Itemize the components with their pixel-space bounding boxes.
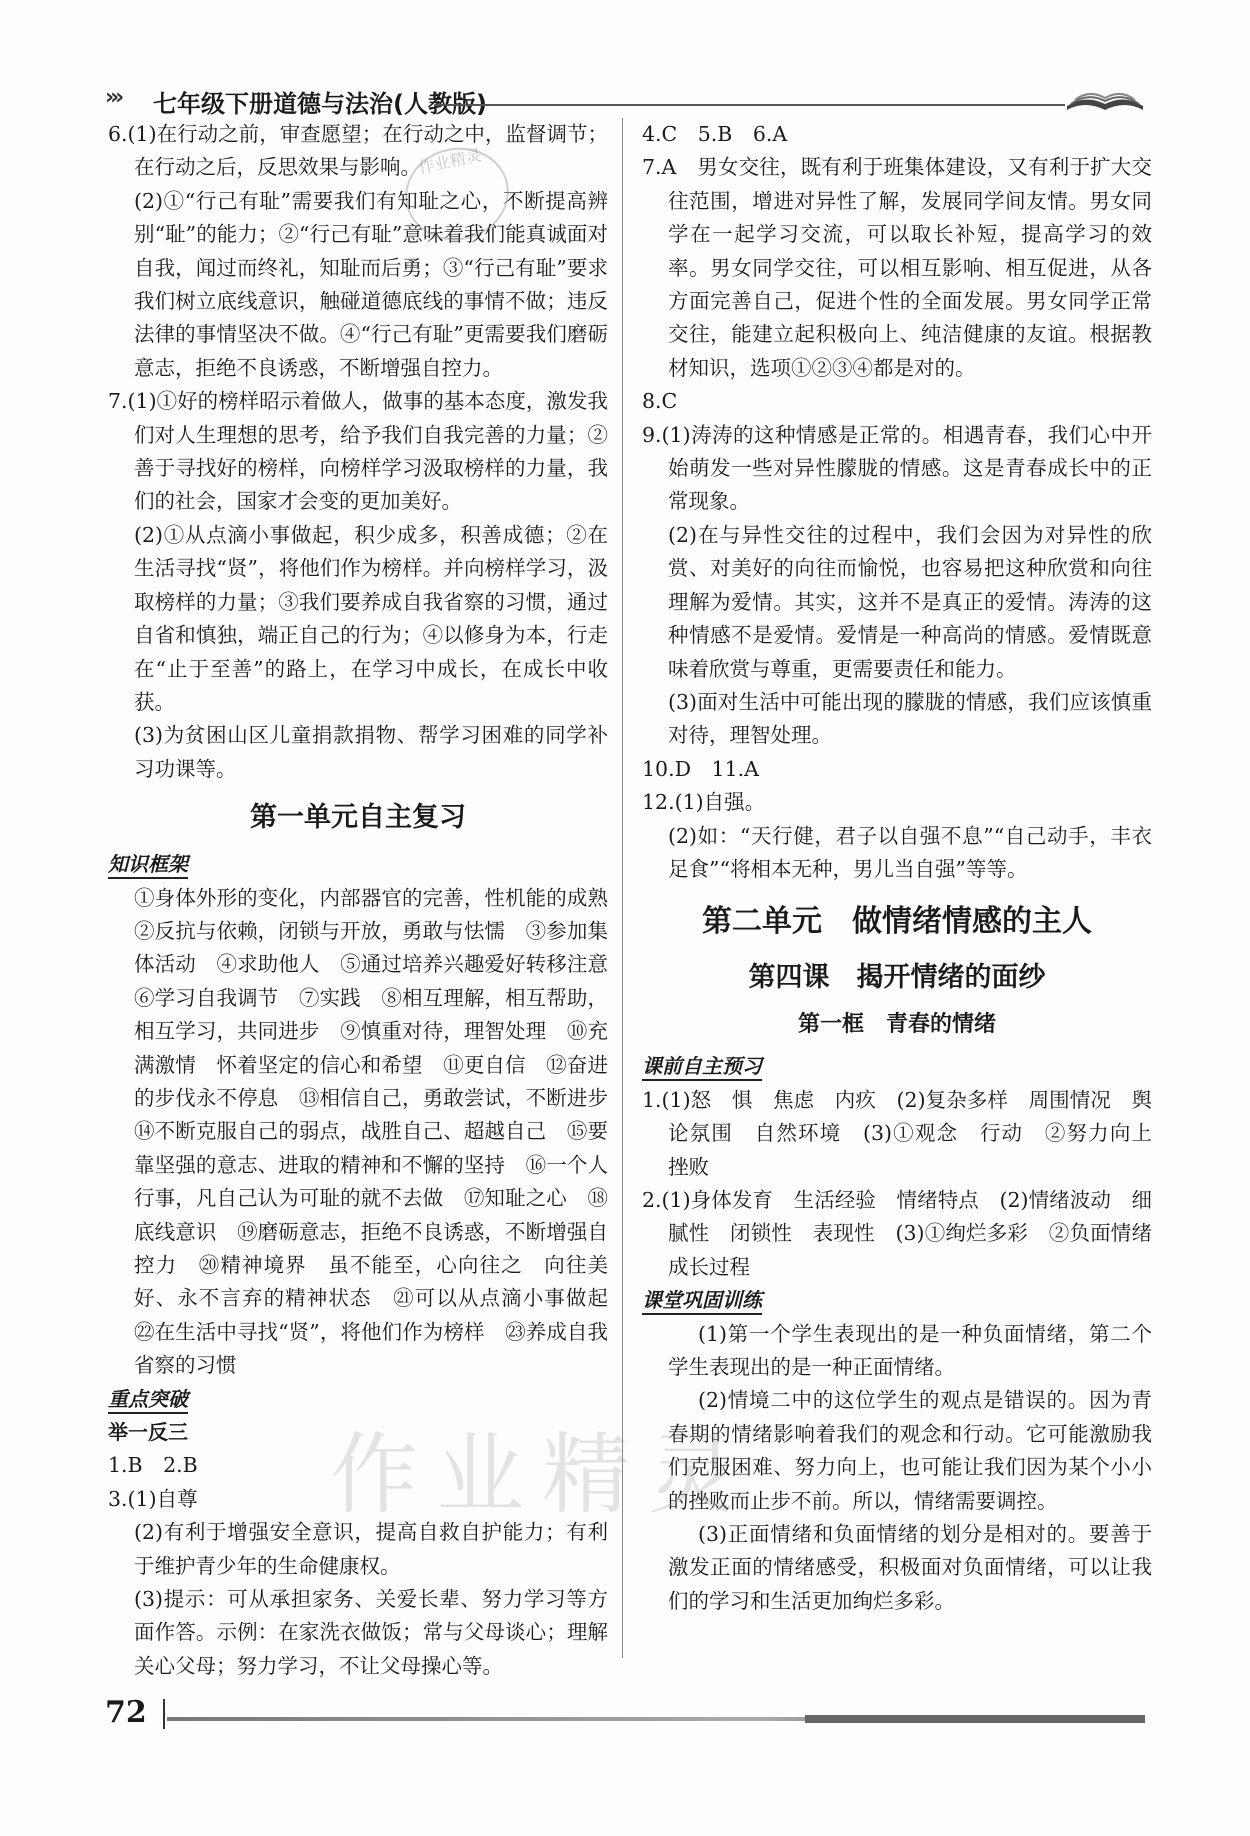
examples-label: 举一反三: [108, 1420, 188, 1445]
lesson-title: 第四课 揭开情绪的面纱: [748, 962, 1046, 994]
footer-tick: [163, 1699, 165, 1729]
practice-3: (3)正面情绪和负面情绪的划分是相对的。要善于激发正面的情绪感受，积极面对负面情绪，可以让我们的学习和生活更加绚烂多彩。: [668, 1522, 1152, 1613]
answer-7: 7.A 男女交往，既有利于班集体建设，又有利于扩大交往范围，增进对异性了解，发展同学间友情。男女同学在一起学习交流，可以取长补短，提高学习的效率。男女同学交往，可以相互影响、相互促进，从各方面完善自己，促进个性的全面发展。男女同学正常交往，能建立起积极向上、纯洁健康的友谊。根据教材知识，选项①②③④都是对的。: [642, 155, 1152, 380]
page-number: 72: [105, 1695, 147, 1730]
chevrons-icon: ›››: [105, 85, 121, 110]
unit-review-title: 第一单元自主复习: [250, 802, 466, 834]
open-book-icon: [1065, 80, 1145, 114]
answer-8: 8.C: [642, 389, 678, 414]
practice-1: (1)第一个学生表现出的是一种负面情绪，第二个学生表现出的是一种正面情绪。: [668, 1321, 1152, 1379]
answer-10-11: 10.D 11.A: [642, 756, 759, 781]
answer-9-3: (3)面对生活中可能出现的朦胧的情感，我们应该慎重对待，理智处理。: [668, 689, 1152, 748]
answer-3-1: 3.(1)自尊: [108, 1486, 198, 1511]
knowledge-framework-text: ①身体外形的变化，内部器官的完善，性机能的成熟 ②反抗与依赖，闭锁与开放，勇敢与怯懦 ③参加集体活动 ④求助他人 ⑤通过培养兴趣爱好转移注意 ⑥学习自我调节 ⑦实践 ⑧相互理解，相互帮助，相互学习，共同进步 ⑨慎重对待，理智处理 ⑩充满激情 怀着坚定的信心和希望 ⑪更自信 ⑫奋进的步伐永不停息 ⑬相信自己，勇敢尝试，不断进步 ⑭不断克服自己的弱点，战胜自己、超越自己 ⑮要靠坚强的意志、进取的精神和不懈的坚持 ⑯一个人行事，凡自己认为可耻的就不去做 ⑰知耻之心 ⑱底线意识 ⑲磨砺意志，拒绝不良诱惑，不断增强自控力 ⑳精神境界 虽不能至，心向往之 向往美好、永不言弃的精神状态 ㉑可以从点滴小事做起 ㉒在生活中寻找“贤”，将他们作为榜样 ㉓养成自我省察的习惯: [134, 885, 629, 1378]
answer-6-2: (2)①“行己有耻”需要我们有知耻之心，不断提高辨别“耻”的能力；②“行己有耻”意味着我们能真诚面对自我，闻过而终礼，知耻而后勇；③“行己有耻”要求我们树立底线意识，触碰道德底线的事情不做；违反法律的事情坚决不做。④“行己有耻”更需要我们磨砺意志，拒绝不良诱惑，不断增强自控力。: [134, 188, 608, 380]
knowledge-framework-label: 知识框架: [108, 851, 188, 879]
answer-7-1: 7.(1)①好的榜样昭示着做人，做事的基本态度，激发我们对人生理想的思考，给予我们自我完善的力量；②善于寻找好的榜样，向榜样学习汲取榜样的力量，我们的社会，国家才会变的更加美好。: [108, 389, 608, 514]
answer-3-2: (2)有利于增强安全意识，提高自救自护能力；有利于维护青少年的生命健康权。: [134, 1520, 608, 1578]
answer-4-6: 4.C 5.B 6.A: [642, 122, 788, 146]
preview-1: 1.(1)怒 惧 焦虑 内疚 (2)复杂多样 周围情况 舆论氛围 自然环境 (3)①观念 行动 ②努力向上 挫败: [642, 1087, 1173, 1179]
answer-1-2: 1.B 2.B: [108, 1453, 198, 1478]
header-rule: [435, 104, 1065, 106]
preview-2: 2.(1)身体发育 生活经验 情绪特点 (2)情绪波动 细腻性 闭锁性 表现性 (3)①绚烂多彩 ②负面情绪 成长过程: [642, 1187, 1173, 1279]
answer-9-1: 9.(1)涛涛的这种情感是正常的。相遇青春，我们心中开始萌发一些对异性朦胧的情感。这是青春成长中的正常现象。: [642, 422, 1152, 514]
frame-title: 第一框 青春的情绪: [797, 1012, 996, 1038]
preview-label: 课前自主预习: [642, 1053, 762, 1081]
answer-12-1: 12.(1)自强。: [642, 790, 766, 815]
answer-7-3: (3)为贫困山区儿童捐款捐物、帮学习困难的同学补习功课等。: [134, 723, 608, 781]
answer-3-3: (3)提示：可从承担家务、关爱长辈、努力学习等方面作答。示例：在家洗衣做饭；常与父母谈心；理解关心父母；努力学习，不让父母操心等。: [134, 1587, 608, 1678]
answer-7-2: (2)①从点滴小事做起，积少成多，积善成德；②在生活寻找“贤”，将他们作为榜样。并向榜样学习，汲取榜样的力量；③我们要养成自我省察的习惯，通过自省和慎独，端正自己的行为；④以修身为本，行走在“止于至善”的路上，在学习中成长，在成长中收获。: [134, 522, 608, 714]
watermark-text: 作业精灵: [330, 1423, 755, 1526]
practice-label: 课堂巩固训练: [642, 1287, 762, 1315]
answer-6-1: 6.(1)在行动之前，审查愿望；在行动之中，监督调节；在行动之后，反思效果与影响。: [108, 122, 608, 180]
key-breakthrough-label: 重点突破: [108, 1386, 188, 1414]
header-title: 七年级下册道德与法治(人教版): [153, 90, 487, 118]
right-column: [642, 118, 1173, 1618]
practice-2: (2)情境二中的这位学生的观点是错误的。因为青春期的情绪影响着我们的观念和行动。它可能激励我们克服困难、努力向上，也可能让我们因为某个小小的挫败而止步不前。所以，情绪需要调控。: [668, 1388, 1152, 1513]
footer-rule-thick: [805, 1715, 1145, 1723]
page-header: [105, 82, 1145, 118]
watermark-stamp: 作业精灵: [397, 138, 518, 250]
answer-12-2: (2)如：“天行健，君子以自强不息”“自己动手，丰衣足食”“将相本无种，男儿当自强”等等。: [668, 823, 1152, 881]
answer-9-2: (2)在与异性交往的过程中，我们会因为对异性的欣赏、对美好的向往而愉悦，也容易把这种欣赏和向往理解为爱情。其实，这并不是真正的爱情。涛涛的这种情感不是爱情。爱情是一种高尚的情感。爱情既意味着欣赏与尊重，更需要责任和能力。: [668, 522, 1152, 681]
unit-2-title: 第二单元 做情绪情感的主人: [702, 904, 1092, 940]
page-footer: [105, 1695, 1145, 1735]
